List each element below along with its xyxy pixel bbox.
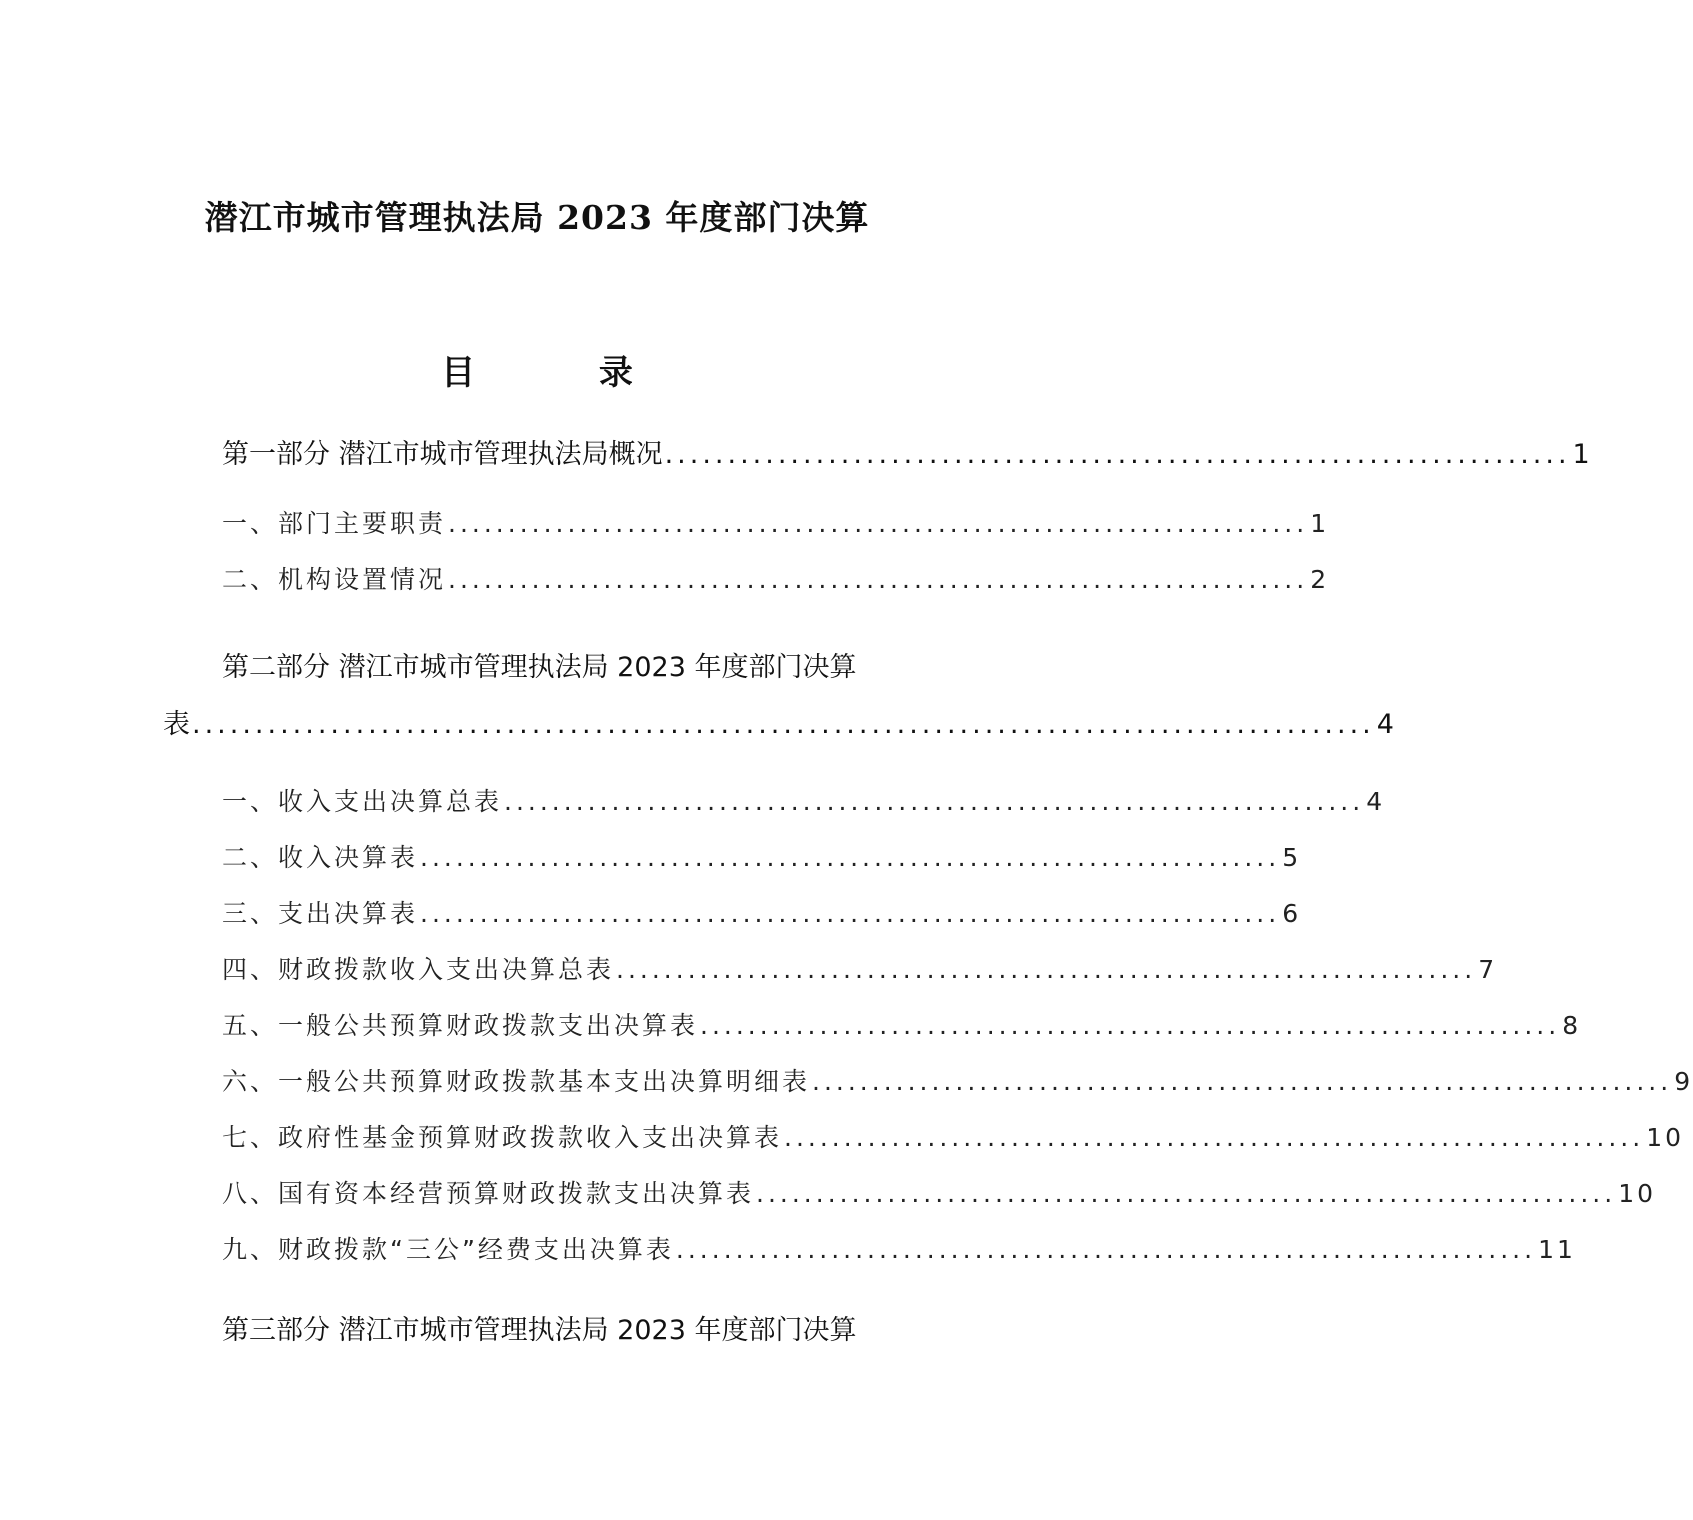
toc-part-2-page: 4 (1376, 709, 1394, 740)
toc-part-1-label: 第一部分 潜江市城市管理执法局概况 (222, 439, 663, 470)
toc-item[interactable] (222, 782, 1386, 818)
toc-item-page: 10 (1618, 1179, 1656, 1208)
toc-item-label: 三、支出决算表 (222, 899, 419, 928)
toc-part-2-label[interactable]: 第二部分 潜江市城市管理执法局 2023 年度部门决算 (222, 652, 857, 683)
leader-dots: ........................................................................ (812, 1067, 1673, 1096)
toc-item-page: 5 (1282, 843, 1302, 872)
toc-item-label: 二、机构设置情况 (222, 565, 447, 594)
toc-part-3-label[interactable]: 第三部分 潜江市城市管理执法局 2023 年度部门决算 (222, 1315, 857, 1346)
leader-dots: ........................................................................ (448, 565, 1309, 594)
toc-part-1-page: 1 (1572, 439, 1590, 470)
leader-dots: ........................................................................ (420, 899, 1281, 928)
leader-dots: ........................................................................ (448, 509, 1309, 538)
leader-dots: ........................................................................ (700, 1011, 1561, 1040)
leader-dots: ........................................................................ (616, 955, 1477, 984)
toc-item-label: 四、财政拨款收入支出决算总表 (222, 955, 615, 984)
leader-dots: ........................................................................ (504, 787, 1365, 816)
toc-item-page: 4 (1366, 787, 1386, 816)
toc-item-label: 二、收入决算表 (222, 843, 419, 872)
toc-item[interactable] (222, 838, 1302, 874)
toc-heading: 目 录 (441, 353, 689, 393)
toc-item-label: 五、一般公共预算财政拨款支出决算表 (222, 1011, 699, 1040)
leader-dots: ........................................................................ (784, 1123, 1645, 1152)
leader-dots: ........................................................................ (756, 1179, 1617, 1208)
toc-part-2-cont: 表 (163, 709, 190, 740)
toc-item[interactable] (222, 1174, 1656, 1210)
document-title: 潜江市城市管理执法局 2023 年度部门决算 (204, 198, 870, 237)
toc-item-label: 九、财政拨款“三公”经费支出决算表 (222, 1235, 674, 1264)
toc-item-label: 七、政府性基金预算财政拨款收入支出决算表 (222, 1123, 783, 1152)
toc-item-page: 6 (1282, 899, 1302, 928)
toc-part-1[interactable] (222, 432, 1590, 471)
toc-item[interactable] (222, 504, 1330, 540)
toc-item-label: 一、收入支出决算总表 (222, 787, 503, 816)
toc-item[interactable] (222, 1230, 1576, 1266)
toc-item-page: 10 (1646, 1123, 1684, 1152)
toc-item-page: 8 (1562, 1011, 1582, 1040)
toc-item-label: 一、部门主要职责 (222, 509, 447, 538)
toc-item-label: 六、一般公共预算财政拨款基本支出决算明细表 (222, 1067, 811, 1096)
toc-item[interactable] (222, 894, 1302, 930)
leader-dots: .............................................................................................. (192, 709, 1375, 740)
toc-item-page: 11 (1538, 1235, 1576, 1264)
toc-item[interactable] (222, 560, 1330, 596)
leader-dots: ........................................................................ (675, 1235, 1537, 1264)
toc-item-page: 9 (1674, 1067, 1693, 1096)
toc-part-2-continued[interactable] (163, 702, 1394, 741)
toc-item[interactable] (222, 1062, 1693, 1098)
toc-item[interactable] (222, 1006, 1582, 1042)
leader-dots: ........................................................................ (664, 439, 1571, 470)
toc-item-page: 1 (1310, 509, 1330, 538)
toc-item-page: 2 (1310, 565, 1330, 594)
leader-dots: ........................................................................ (420, 843, 1281, 872)
toc-item-page: 7 (1478, 955, 1498, 984)
toc-item[interactable] (222, 1118, 1684, 1154)
toc-item-label: 八、国有资本经营预算财政拨款支出决算表 (222, 1179, 755, 1208)
toc-item[interactable] (222, 950, 1498, 986)
